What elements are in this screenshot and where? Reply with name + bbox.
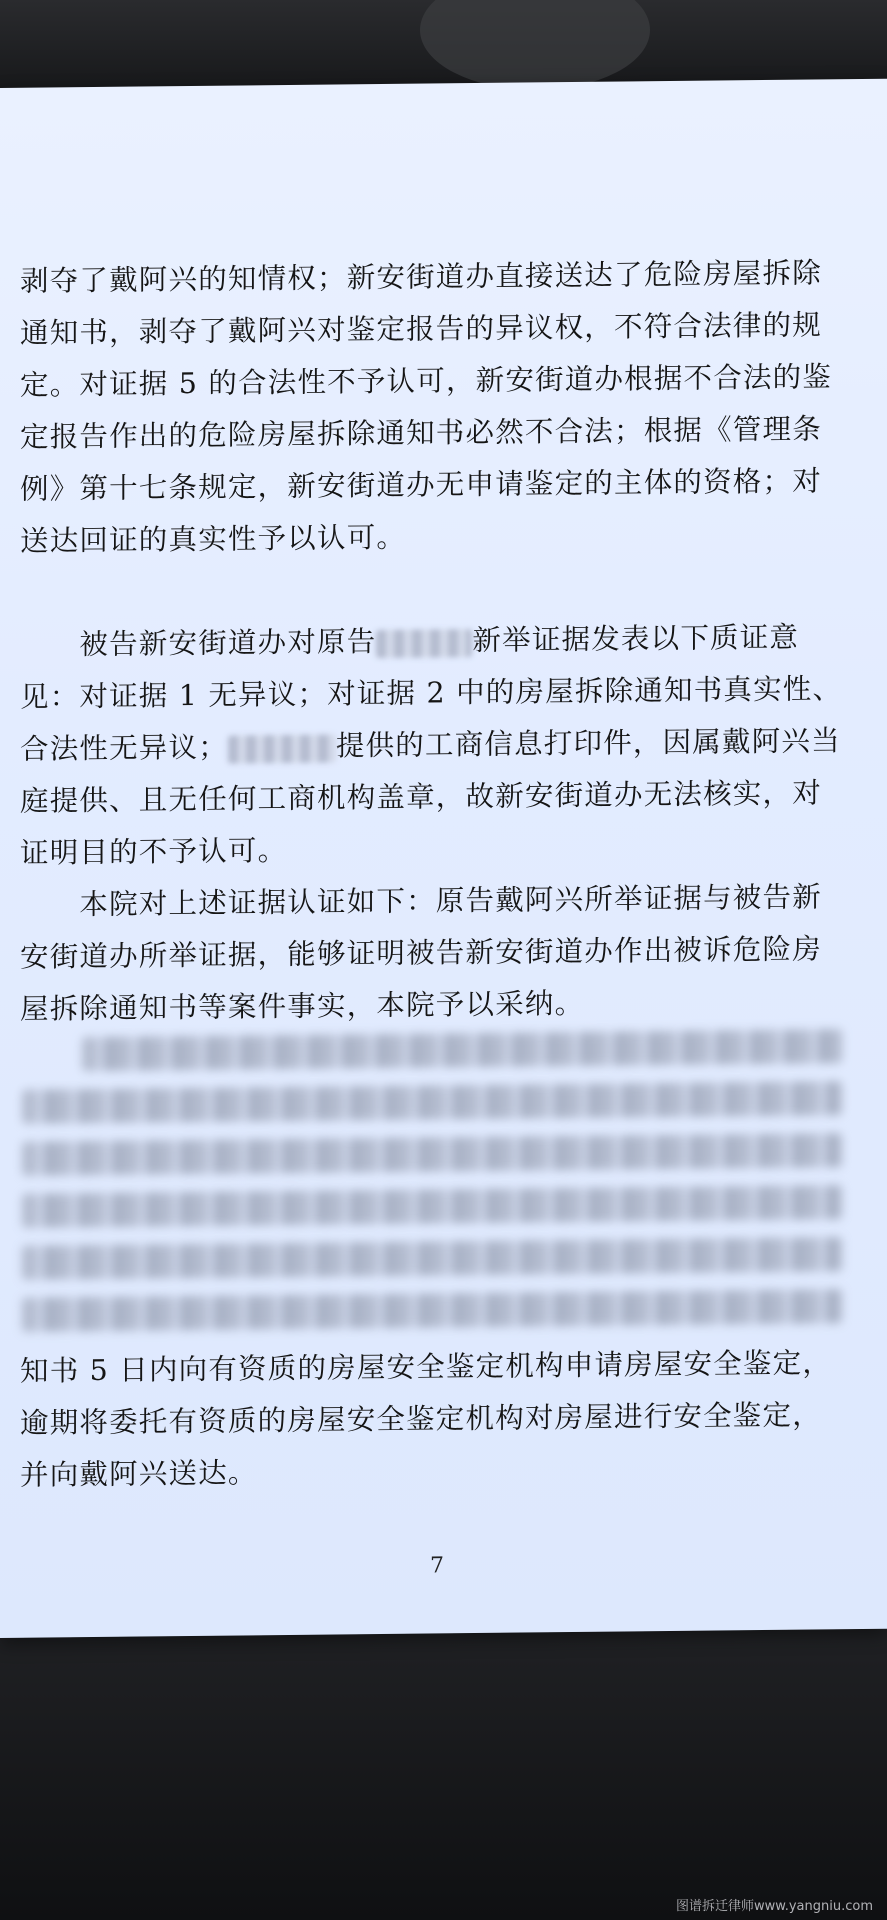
text-line bbox=[20, 871, 865, 932]
text-line: 屋拆除通知书等案件事实，本院予以采纳。 bbox=[20, 986, 585, 1026]
text-line: 例》第十七条规定，新安街道办无申请鉴定的主体的资格；对 bbox=[20, 464, 822, 506]
text-line: 通知书，剥夺了戴阿兴对鉴定报告的异议权，不符合法律的规 bbox=[20, 308, 822, 350]
text-line: 庭提供、且无任何工商机构盖章，故新安街道办无法核实，对 bbox=[20, 776, 822, 818]
text-line: 安街道办所举证据，能够证明被告新安街道办作出被诉危险房 bbox=[20, 932, 822, 974]
document-page bbox=[0, 79, 887, 1638]
text-line: 剥夺了戴阿兴的知情权；新安街道办直接送达了危险房屋拆除 bbox=[20, 256, 822, 298]
blurred-line bbox=[22, 1185, 842, 1228]
paragraph-1 bbox=[20, 247, 865, 568]
text-segment: 被告新安街道办对原告 bbox=[79, 625, 377, 662]
page-number: 7 bbox=[430, 1553, 444, 1579]
paragraph-2 bbox=[20, 611, 865, 880]
blurred-line bbox=[82, 1029, 842, 1071]
blurred-line bbox=[22, 1133, 842, 1176]
text-segment: 合法性无异议； bbox=[20, 730, 228, 766]
text-line: 送达回证的真实性予以认可。 bbox=[20, 520, 407, 558]
text-segment: 新举证据发表以下质证意 bbox=[472, 620, 800, 658]
text-segment: 提供的工商信息打印件，因属戴阿兴当 bbox=[335, 724, 841, 763]
text-segment: 本院对上述证据认证如下：原告戴阿兴所举证据与被告新 bbox=[79, 880, 822, 922]
blurred-line bbox=[22, 1081, 842, 1124]
text-line bbox=[20, 611, 865, 672]
blurred-line bbox=[22, 1237, 842, 1280]
watermark: 图谱拆迁律师www.yangniu.com bbox=[676, 1899, 873, 1914]
redacted-name bbox=[376, 629, 472, 658]
blurred-redacted-paragraph bbox=[82, 1029, 842, 1337]
text-line: 逾期将委托有资质的房屋安全鉴定机构对房屋进行安全鉴定， bbox=[20, 1398, 822, 1440]
text-line: 知书 5 日内向有资质的房屋安全鉴定机构申请房屋安全鉴定， bbox=[20, 1346, 833, 1388]
paragraph-3 bbox=[20, 871, 865, 1036]
photo-background-bottom bbox=[0, 1620, 887, 1920]
text-line: 证明目的不予认可。 bbox=[20, 833, 288, 870]
text-line bbox=[20, 715, 865, 776]
text-line: 定报告作出的危险房屋拆除通知书必然不合法；根据《管理条 bbox=[20, 412, 822, 454]
blurred-line bbox=[22, 1289, 842, 1332]
text-line: 定。对证据 5 的合法性不予认可，新安街道办根据不合法的鉴 bbox=[20, 360, 833, 402]
page-content bbox=[0, 79, 887, 1638]
text-line: 并向戴阿兴送达。 bbox=[20, 1456, 258, 1492]
text-line: 见：对证据 1 无异议；对证据 2 中的房屋拆除通知书真实性、 bbox=[20, 672, 843, 714]
redacted-name bbox=[228, 734, 336, 763]
paragraph-4 bbox=[20, 1337, 865, 1502]
